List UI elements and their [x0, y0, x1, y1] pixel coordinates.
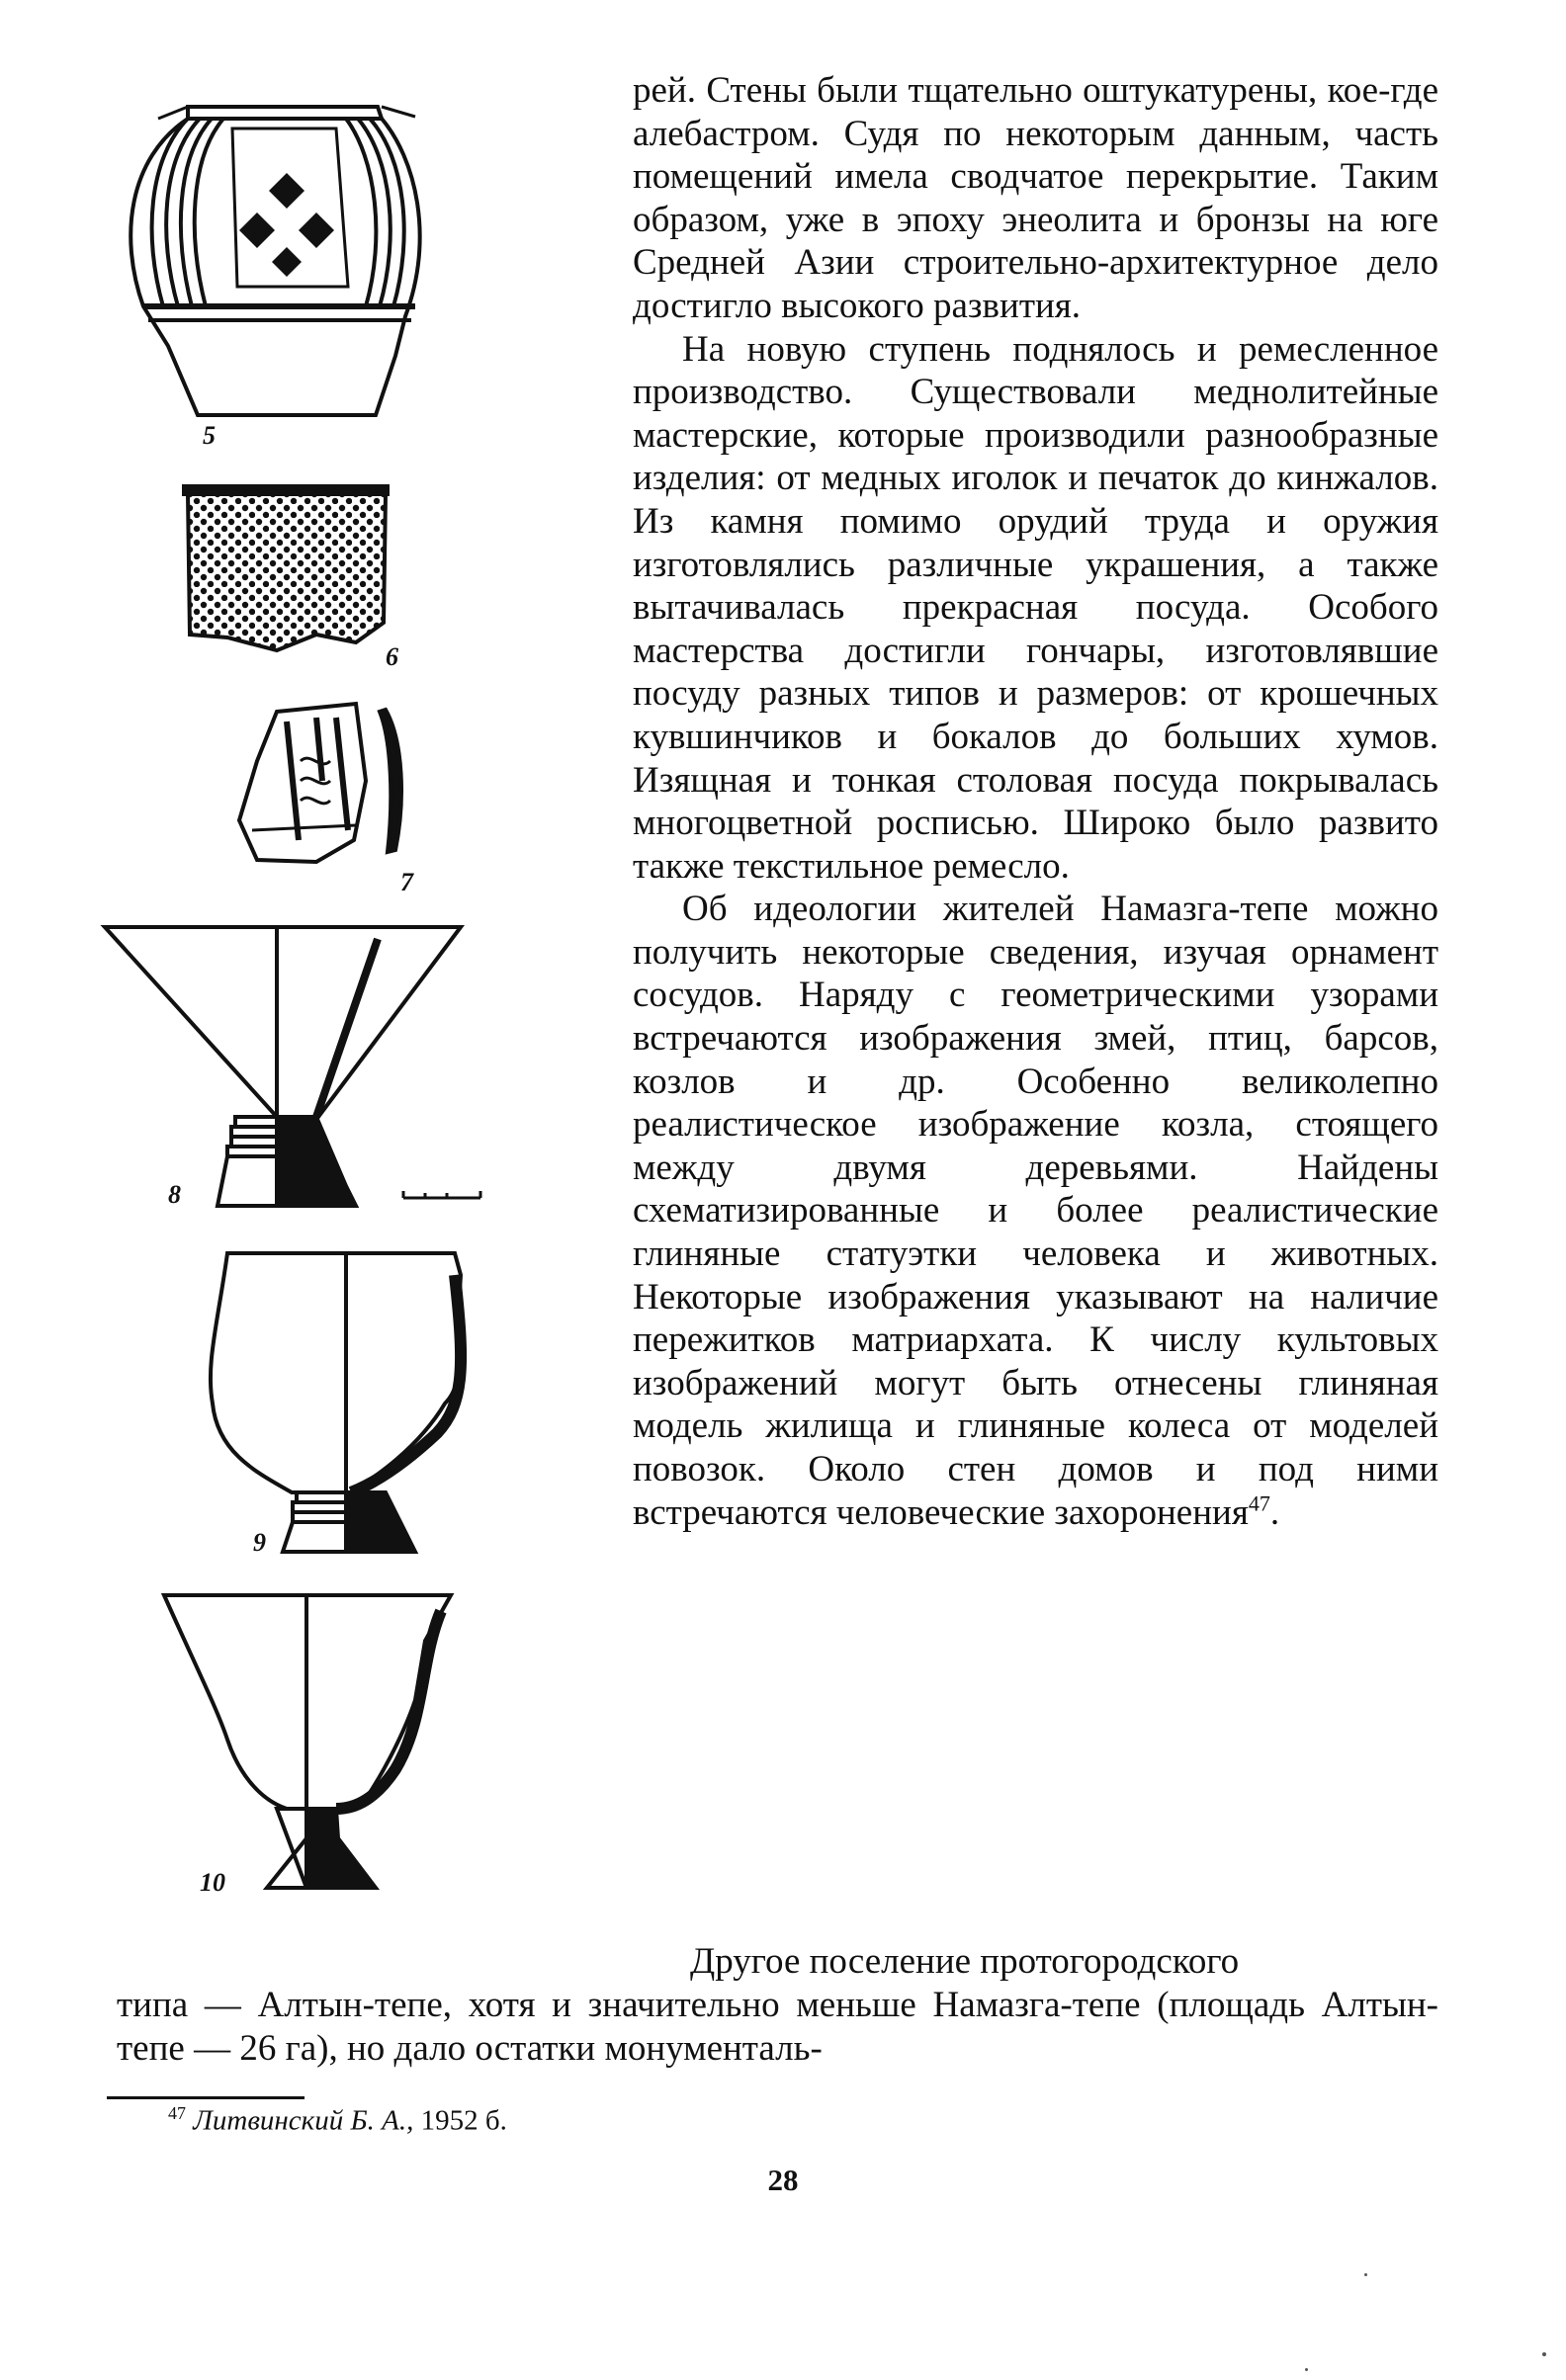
vessel-10: [164, 1595, 451, 1888]
main-text-column: [633, 69, 1438, 1534]
figure-label-7: 7: [400, 868, 413, 896]
pottery-drawings: [89, 89, 554, 1927]
figure-label-10: 10: [200, 1868, 225, 1897]
page-number: 28: [767, 2163, 799, 2197]
scan-speck: [1542, 2352, 1546, 2356]
figure-label-5: 5: [203, 421, 216, 450]
pottery-illustrations: [89, 89, 554, 1927]
paragraph-4-rest: типа — Алтын-тепе, хотя и значительно меньше Намазга-тепе (площадь Алтын-тепе — 26 га), но дало остатки монументаль-: [117, 1985, 1438, 2069]
figure-label-8: 8: [168, 1180, 181, 1209]
paragraph-4-line-1: Другое поселение протогородского: [690, 1941, 1240, 1982]
footnote-author: Литвинский Б. А.,: [193, 2104, 414, 2137]
vessel-5: [130, 107, 419, 415]
scan-speck: [1305, 2368, 1308, 2371]
paragraph-2: На новую ступень поднялось и ремесленное производство. Существовали меднолитейные мастерские, которые производили разнообразные изделия: от медных иголок и печаток до кинжалов. Из камня помимо орудий труда и оружия изготовлялись различные украшения, а также вытачивалась прекрасная посуда. Особого мастерства достигли гончары, изготовлявшие посуду разных типов и размеров: от крошечных кувшинчиков и бокалов до больших хумов. Изящная и тонкая столовая посуда покрывалась многоцветной росписью. Широко было развито также текстильное ремесло.: [633, 328, 1438, 887]
full-width-paragraph: [117, 1940, 1438, 2071]
footnote-reference[interactable]: 47: [1248, 1490, 1270, 1516]
paragraph-1: рей. Стены были тщательно оштукатурены, кое-где алебастром. Судя по некоторым данным, часть помещений имела сводчатое перекрытие. Таким образом, уже в эпоху энеолита и бронзы на юге Средней Азии строительно-архитектурное дело достигло высокого развития.: [633, 70, 1438, 326]
footnote: [168, 2103, 507, 2138]
paragraph-3-text: Об идеологии жителей Намазга-тепе можно получить некоторые сведения, изучая орнамент сосудов. Наряду с геометрическими узорами встречаются изображения змей, птиц, барсов, козлов и др. Особенно великолепно реалистическое изображение козла, стоящего между двумя деревьями. Найдены схематизированные и более реалистические глиняные статуэтки человека и животных. Некоторые изображения указывают на наличие пережитков матриархата. К числу культовых изображений могут быть отнесены глиняная модель жилища и глиняные колеса от моделей повозок. Около стен домов и под ними встречаются человеческие захоронения: [633, 889, 1438, 1533]
vessel-8: [105, 927, 480, 1206]
vessel-6: [184, 486, 388, 650]
figure-label-6: 6: [386, 642, 398, 671]
scan-speck: [1364, 2273, 1367, 2276]
footnote-year: 1952 б.: [420, 2104, 507, 2137]
footnote-number: 47: [168, 2103, 186, 2123]
footnote-divider: [107, 2096, 304, 2099]
paragraph-3: Об идеологии жителей Намазга-тепе можно получить некоторые сведения, изучая орнамент сосудов. Наряду с геометрическими узорами встречаются изображения змей, птиц, барсов, козлов и др. Особенно великолепно реалистическое изображение козла, стоящего между двумя деревьями. Найдены схематизированные и более реалистические глиняные статуэтки человека и животных. Некоторые изображения указывают на наличие пережитков матриархата. К числу культовых изображений могут быть отнесены глиняная модель жилища и глиняные колеса от моделей повозок. Около стен домов и под ними встречаются человеческие захоронения$^{47}$.: [633, 889, 1438, 1533]
figure-label-9: 9: [253, 1528, 266, 1557]
vessel-9: [211, 1253, 461, 1552]
vessel-7: [239, 704, 401, 862]
